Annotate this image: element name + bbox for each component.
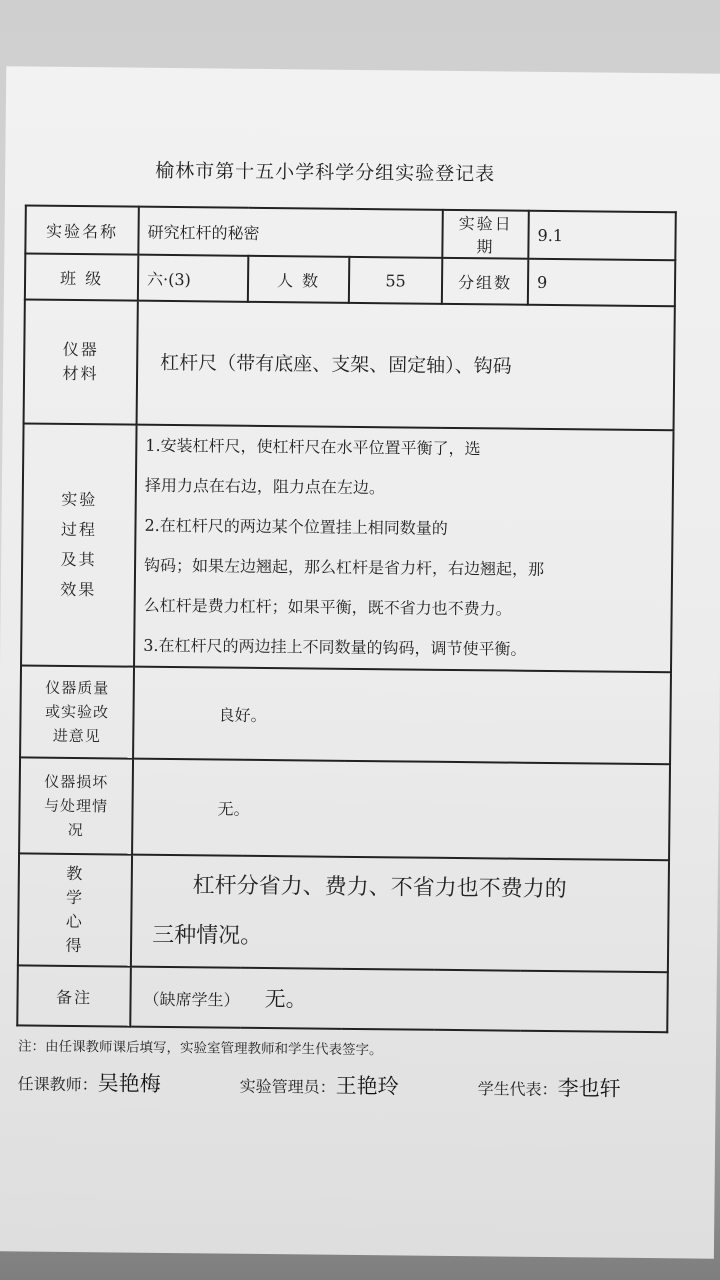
experiment-name-value: 研究杠杆的秘密 (138, 207, 443, 258)
teaching-label: 教学心得 (18, 853, 132, 966)
process-line: 择用力点在右边，阻力点在左边。 (144, 475, 386, 498)
manager-label: 实验管理员： (239, 1076, 336, 1097)
teacher-signature (18, 1066, 161, 1097)
class-label: 班 级 (25, 253, 138, 300)
remarks-label: 备注 (17, 965, 131, 1026)
process-line: 3.在杠杆尺的两边挂上不同数量的钩码，调节使平衡。 (143, 635, 527, 659)
manager-signature (240, 1069, 399, 1101)
process-line: 钩码；如果左边翘起，那么杠杆是省力杆，右边翘起，那 (143, 555, 545, 579)
teaching-line: 杠杆分省力、费力、不省力也不费力的 (192, 873, 567, 903)
experiment-name-label: 实验名称 (25, 205, 138, 254)
row-remarks (17, 965, 668, 1032)
teacher-label: 任课教师： (17, 1074, 98, 1095)
quality-value: 良好。 (133, 667, 671, 765)
damage-value: 无。 (132, 759, 670, 861)
row-experiment-name (25, 205, 675, 260)
process-line: 么杠杆是费力杠杆；如果平衡，既不省力也不费力。 (143, 595, 512, 619)
experiment-record-table (16, 204, 677, 1033)
row-process (21, 423, 674, 672)
absent-students-label: （缺席学生） (143, 989, 240, 1010)
people-label: 人 数 (248, 256, 349, 303)
experiment-date-value: 9.1 (528, 211, 675, 261)
materials-label: 仪器材料 (24, 299, 138, 424)
groups-value: 9 (528, 259, 675, 307)
sheet-title: 榆林市第十五小学科学分组实验登记表 (155, 159, 496, 186)
remarks-cell (130, 967, 668, 1033)
student-label: 学生代表： (477, 1079, 558, 1100)
absent-students-value: 无。 (264, 987, 307, 1012)
materials-value: 杠杆尺（带有底座、支架、固定轴）、钩码 (137, 301, 675, 431)
people-value: 55 (349, 257, 443, 304)
sheet-note: 注：由任课教师课后填写，实验室管理教师和学生代表签字。 (17, 1038, 383, 1059)
teaching-line: 三种情况。 (152, 922, 263, 949)
experiment-date-label: 实验日期 (442, 210, 528, 259)
row-damage (19, 757, 670, 860)
manager-name: 王艳玲 (335, 1073, 399, 1099)
class-value: 六·(3) (138, 255, 248, 302)
row-materials (24, 299, 675, 430)
student-signature (477, 1071, 620, 1102)
student-name: 李也轩 (557, 1076, 621, 1101)
teacher-name: 吴艳梅 (97, 1071, 161, 1096)
row-quality (20, 665, 671, 764)
process-cell (134, 425, 674, 673)
signature-row (17, 1066, 677, 1113)
row-teaching (18, 853, 669, 972)
teaching-cell (131, 855, 669, 973)
row-class (25, 253, 675, 306)
groups-label: 分组数 (442, 258, 528, 305)
damage-label: 仪器损坏与处理情况 (19, 757, 133, 854)
record-sheet (0, 66, 720, 1258)
process-line: 1.安装杠杆尺，使杠杆尺在水平位置平衡了，选 (145, 435, 481, 459)
quality-label: 仪器质量或实验改进意见 (20, 665, 134, 758)
process-label: 实验过程及其效果 (21, 423, 137, 666)
process-line: 2.在杠杆尺的两边某个位置挂上相同数量的 (144, 515, 448, 538)
